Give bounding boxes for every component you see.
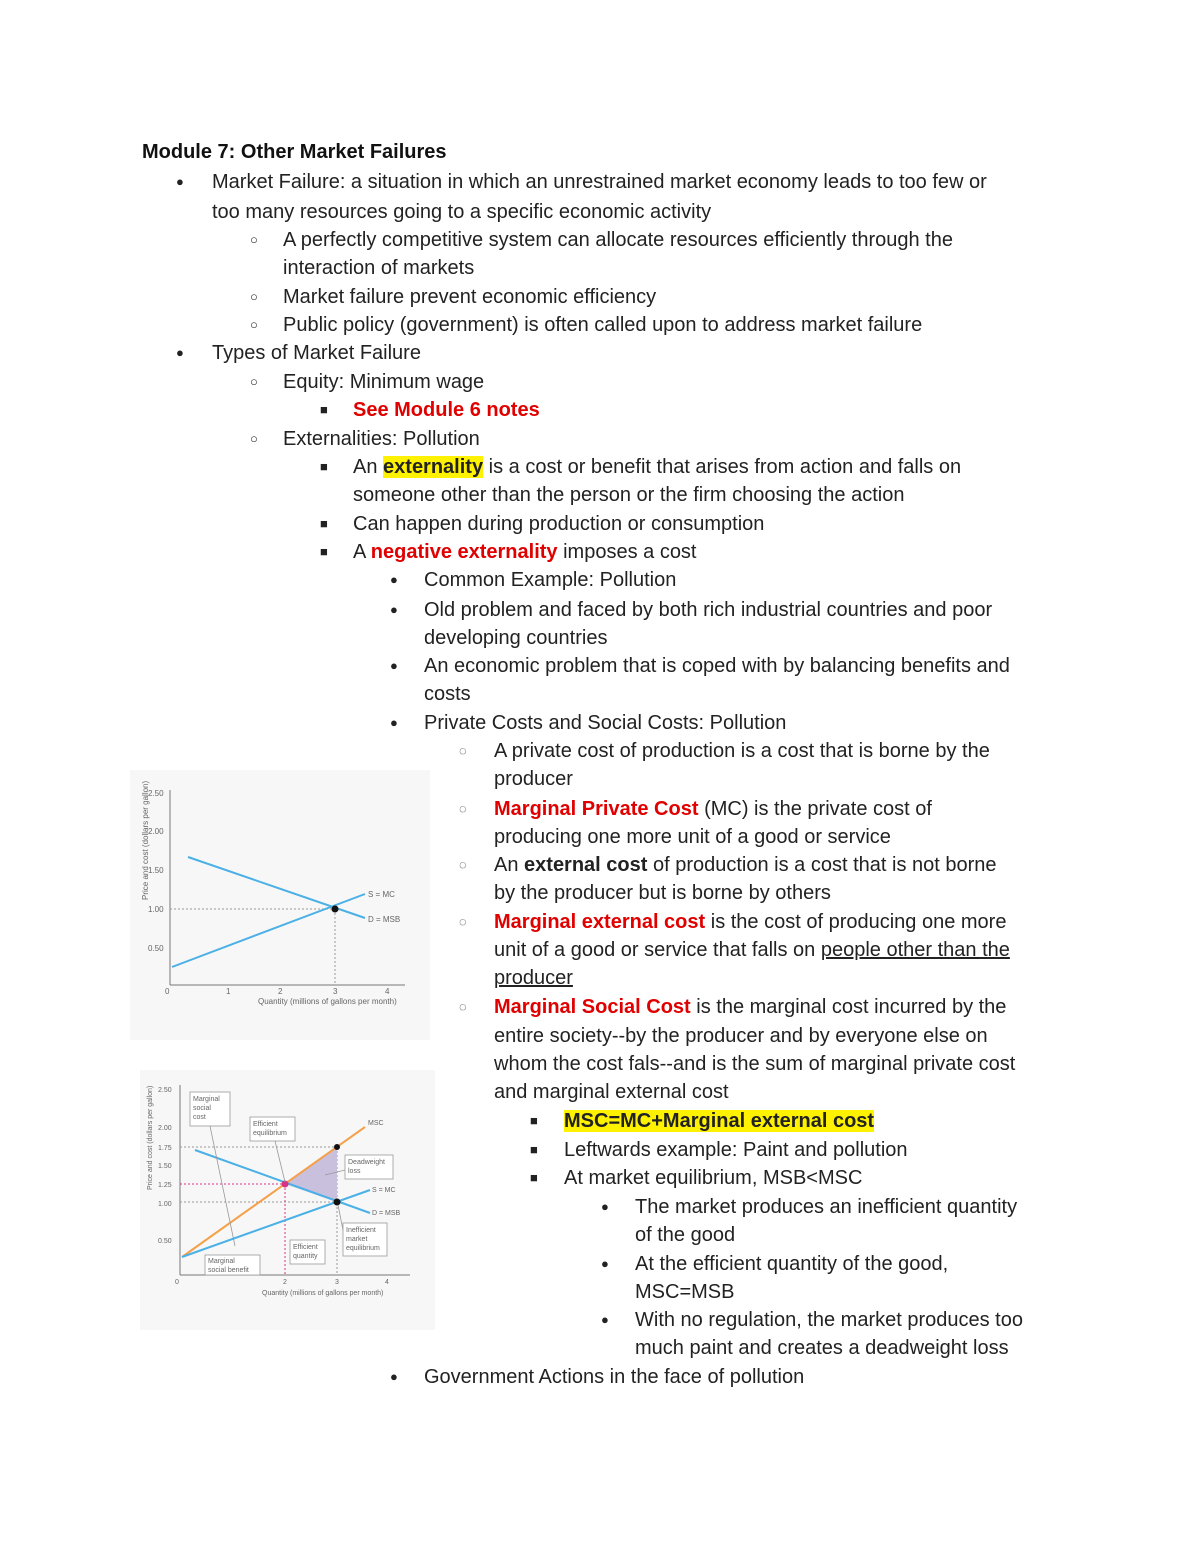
fig2-supply-label: S = MC [372, 1187, 396, 1194]
text-line: costs [424, 683, 471, 705]
text-line: Public policy (government) is often called upon to address market failure [283, 314, 923, 336]
fig2-msc-label: MSC [368, 1120, 384, 1127]
text-line: Marginal external cost is the cost of producing one more [494, 911, 1007, 933]
text-line: much paint and creates a deadweight loss [635, 1337, 1009, 1359]
fig2-ytick: 1.25 [158, 1182, 172, 1189]
dotted-circle-bullet-icon: ◌ [459, 857, 467, 872]
fig1-ylabel: Price and cost (dollars per gallon) [141, 780, 150, 900]
text-line: A perfectly competitive system can allocate resources efficiently through the [283, 229, 953, 251]
fig1-ytick: 1.00 [148, 905, 164, 914]
fig1-ytick: 0.50 [148, 944, 164, 953]
text-line: Common Example: Pollution [424, 569, 677, 591]
text-line: Can happen during production or consumption [353, 513, 765, 535]
text-line: by the producer but is borne by others [494, 882, 831, 904]
bullet-icon: ● [390, 715, 398, 730]
figure-market-equilibrium [130, 770, 430, 1040]
annot-deadweight-loss: Deadweight loss [348, 1159, 385, 1175]
fig1-xtick: 1 [226, 987, 231, 996]
fig1-xlabel: Quantity (millions of gallons per month) [258, 997, 397, 1006]
bullet-icon: ● [601, 1256, 609, 1271]
fig1-supply-label: S = MC [368, 890, 395, 899]
bullet-icon: ● [176, 345, 184, 360]
text-line: Government Actions in the face of pollution [424, 1366, 805, 1388]
dotted-circle-bullet-icon: ◌ [459, 801, 467, 816]
text-line: too many resources going to a specific economic activity [212, 201, 712, 223]
fig2-ytick: 0.50 [158, 1238, 172, 1245]
text-line: interaction of markets [283, 257, 475, 279]
text-line: Marginal Social Cost is the marginal cost incurred by the [494, 996, 1007, 1018]
annot-efficient-quantity: Efficient quantity [293, 1244, 318, 1260]
hollow-bullet-icon: ○ [250, 374, 258, 389]
text-line: Externalities: Pollution [283, 428, 480, 450]
fig2-ytick: 2.50 [158, 1087, 172, 1094]
text-line-highlight: MSC=MC+Marginal external cost [564, 1110, 875, 1132]
page-title: Module 7: Other Market Failures [142, 141, 447, 163]
figure-deadweight-loss [140, 1070, 435, 1330]
text-line: producing one more unit of a good or service [494, 826, 891, 848]
annot-efficient-equilibrium: Efficient equilibrium [253, 1121, 287, 1137]
bullet-icon: ● [390, 1369, 398, 1384]
fig2-ylabel: Price and cost (dollars per gallon) [147, 1085, 154, 1190]
fig2-xtick: 4 [385, 1279, 389, 1286]
text-line: A negative externality imposes a cost [353, 541, 697, 563]
fig1-equilibrium-point [332, 906, 339, 913]
square-bullet-icon: ■ [320, 459, 328, 474]
text-line: unit of a good or service that falls on people other than the [494, 939, 1010, 961]
fig2-market-point [334, 1199, 341, 1206]
hollow-bullet-icon: ○ [250, 317, 258, 332]
text-line: Types of Market Failure [212, 342, 421, 364]
hollow-bullet-icon: ○ [250, 289, 258, 304]
dotted-circle-bullet-icon: ◌ [459, 743, 467, 758]
highlight-term: externality [383, 456, 484, 478]
square-bullet-icon: ■ [530, 1113, 538, 1128]
fig2-xtick: 0 [175, 1279, 179, 1286]
text-line: Market failure prevent economic efficiency [283, 286, 657, 308]
fig1-xtick: 4 [385, 987, 390, 996]
text-line: Market Failure: a situation in which an unrestrained market economy leads to too few or [212, 171, 987, 193]
fig1-supply-line [172, 894, 365, 967]
dotted-circle-bullet-icon: ◌ [459, 914, 467, 929]
fig2-ytick: 1.75 [158, 1145, 172, 1152]
fig2-demand-label: D = MSB [372, 1210, 401, 1217]
text-line: At market equilibrium, MSB<MSC [564, 1167, 863, 1189]
text-line-red: See Module 6 notes [353, 399, 540, 421]
fig2-xlabel: Quantity (millions of gallons per month) [262, 1290, 384, 1297]
bullet-icon: ● [601, 1199, 609, 1214]
text-line: developing countries [424, 627, 608, 649]
text-line: An economic problem that is coped with by balancing benefits and [424, 655, 1010, 677]
fig1-ytick: 2.50 [148, 789, 164, 798]
bullet-icon: ● [390, 602, 398, 617]
fig1-xtick: 2 [278, 987, 283, 996]
annot-marginal-social-cost: Marginal social cost [193, 1096, 220, 1121]
square-bullet-icon: ■ [320, 402, 328, 417]
text-line: Marginal Private Cost (MC) is the private cost of [494, 798, 932, 820]
bullet-icon: ● [390, 658, 398, 673]
text-line: MSC=MSB [635, 1281, 735, 1303]
fig2-ytick: 1.50 [158, 1163, 172, 1170]
square-bullet-icon: ■ [320, 544, 328, 559]
dotted-circle-bullet-icon: ◌ [459, 999, 467, 1014]
annot-marginal-social-benefit: Marginal social benefit [208, 1258, 249, 1274]
text-line: A private cost of production is a cost that is borne by the [494, 740, 990, 762]
text-line: Equity: Minimum wage [283, 371, 485, 393]
text-line: At the efficient quantity of the good, [635, 1253, 949, 1275]
fig1-ytick: 1.50 [148, 866, 164, 875]
hollow-bullet-icon: ○ [250, 232, 258, 247]
text-line: An externality is a cost or benefit that arises from action and falls on [353, 456, 962, 478]
fig2-ytick: 2.00 [158, 1125, 172, 1132]
text-line: and marginal external cost [494, 1081, 729, 1103]
fig2-msc-point [334, 1144, 340, 1150]
fig2-xtick: 3 [335, 1279, 339, 1286]
bullet-icon: ● [176, 174, 184, 189]
text-line: producer [494, 967, 573, 989]
text-line: whom the cost fals--and is the sum of marginal private cost [494, 1053, 1016, 1075]
hollow-bullet-icon: ○ [250, 431, 258, 446]
text-line: Leftwards example: Paint and pollution [564, 1139, 908, 1161]
text-line: entire society--by the producer and by everyone else on [494, 1025, 988, 1047]
text-line: An external cost of production is a cost that is not borne [494, 854, 997, 876]
fig1-xtick: 0 [165, 987, 170, 996]
fig2-ytick: 1.00 [158, 1201, 172, 1208]
bullet-icon: ● [390, 572, 398, 587]
text-line: With no regulation, the market produces too [635, 1309, 1023, 1331]
square-bullet-icon: ■ [320, 516, 328, 531]
fig1-demand-label: D = MSB [368, 915, 401, 924]
bullet-icon: ● [601, 1312, 609, 1327]
fig1-xtick: 3 [333, 987, 338, 996]
fig1-ytick: 2.00 [148, 827, 164, 836]
fig2-deadweight-loss-area [285, 1147, 337, 1202]
annot-inefficient-equilibrium: Inefficient market equilibrium [346, 1227, 380, 1252]
text-line: of the good [635, 1224, 736, 1246]
text-line: Private Costs and Social Costs: Pollution [424, 712, 787, 734]
square-bullet-icon: ■ [530, 1170, 538, 1185]
text-line: The market produces an inefficient quantity [635, 1196, 1018, 1218]
fig2-xtick: 2 [283, 1279, 287, 1286]
square-bullet-icon: ■ [530, 1142, 538, 1157]
text-line: producer [494, 768, 573, 790]
text-line: Old problem and faced by both rich industrial countries and poor [424, 599, 993, 621]
text-line: someone other than the person or the firm choosing the action [353, 484, 905, 506]
